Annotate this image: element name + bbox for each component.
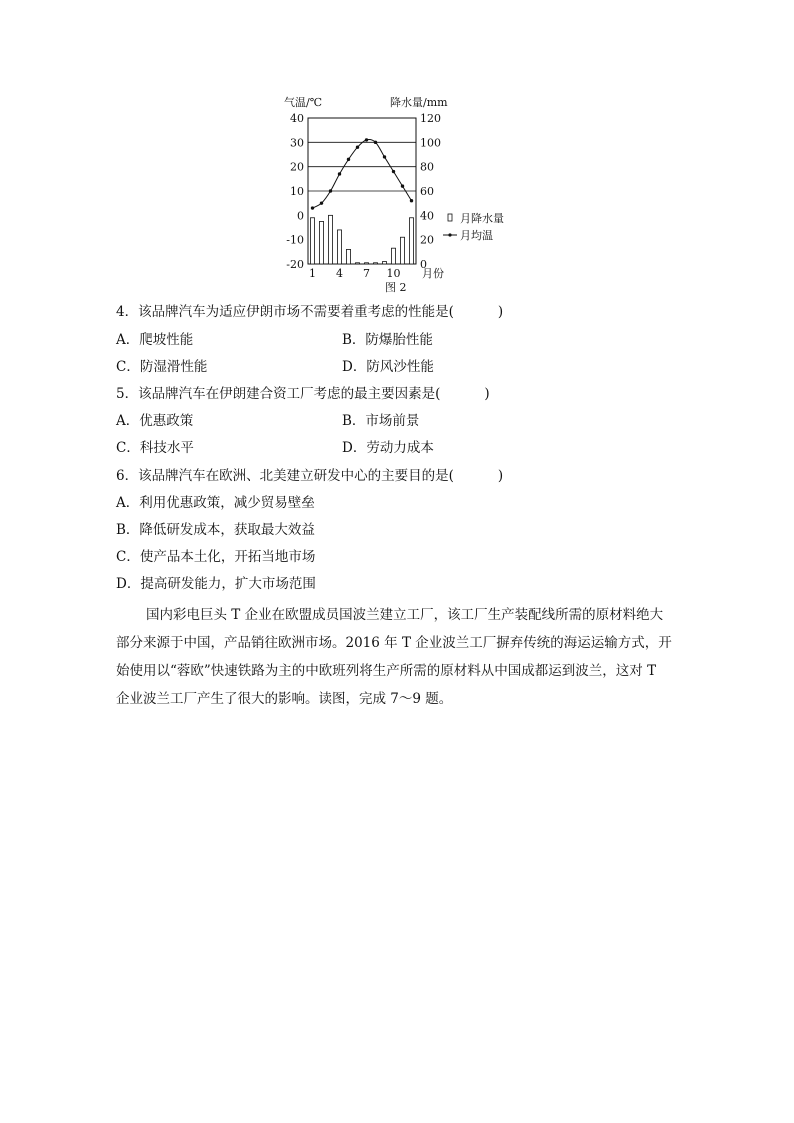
option-6a (116, 494, 315, 512)
temp-point (347, 158, 350, 161)
right-tick-label: 0 (420, 258, 427, 271)
precip-bar (391, 248, 395, 264)
option-text: 防风沙性能 (366, 359, 434, 375)
option-text: 提高研发能力，扩大市场范围 (140, 576, 316, 592)
option-text: 使产品本土化，开拓当地市场 (139, 549, 316, 565)
option-text: 科技水平 (139, 440, 194, 456)
option-text: 优惠政策 (139, 413, 194, 429)
option-text: 降低研发成本，获取最大效益 (139, 522, 315, 538)
precip-bar (328, 215, 332, 264)
question-close: ) (484, 386, 490, 402)
option-5d (342, 439, 434, 457)
question-4 (116, 303, 503, 321)
option-text: 市场前景 (365, 413, 420, 429)
option-5c (116, 439, 194, 457)
right-tick-label: 20 (420, 233, 434, 247)
option-4d (342, 358, 434, 376)
legend-temp-label: 月均温 (460, 229, 493, 242)
temp-point (320, 201, 323, 204)
temp-line (313, 140, 412, 209)
option-6b (116, 521, 315, 539)
temp-point (311, 206, 314, 209)
left-tick-label: -10 (286, 233, 304, 247)
right-tick-label: 60 (420, 185, 434, 198)
climate-chart (276, 94, 516, 294)
right-tick-label: 120 (420, 112, 441, 125)
right-tick-label: 40 (420, 209, 434, 223)
temp-point (329, 189, 332, 192)
x-unit-label: 月份 (422, 267, 444, 280)
left-tick-label: -20 (286, 258, 304, 271)
temp-point (383, 155, 386, 158)
left-tick-label: 30 (290, 136, 304, 150)
right-tick-label: 100 (420, 136, 441, 150)
temp-point (365, 138, 368, 141)
precip-bar (346, 249, 350, 264)
temp-point (410, 199, 413, 202)
figure-caption: 图 2 (385, 281, 407, 294)
temp-points (311, 138, 413, 210)
option-letter: A． (116, 413, 140, 429)
question-number: 6． (116, 468, 139, 484)
gridlines (308, 142, 416, 191)
passage-line: 国内彩电巨头 T 企业在欧盟成员国波兰建立工厂，该工厂生产装配线所需的原材料绝大 (146, 607, 664, 623)
option-letter: C． (116, 440, 140, 456)
option-text: 防爆胎性能 (365, 332, 433, 348)
option-letter: D． (342, 440, 367, 456)
option-letter: B． (116, 522, 140, 538)
question-stem: 该品牌汽车为适应伊朗市场不需要着重考虑的性能是( (138, 304, 454, 320)
precip-bar (310, 218, 314, 264)
option-letter: D． (342, 359, 367, 375)
question-number: 5． (116, 386, 139, 402)
left-tick-label: 40 (290, 112, 304, 125)
option-letter: B． (342, 332, 366, 348)
precip-bar (319, 221, 323, 264)
option-6d (116, 575, 316, 593)
question-5 (116, 385, 490, 403)
precip-bar (400, 237, 404, 264)
legend-dot-swatch (448, 233, 451, 236)
right-tick-label: 80 (420, 160, 434, 174)
option-text: 劳动力成本 (366, 440, 434, 456)
precip-bar (382, 262, 386, 264)
x-tick-label: 10 (386, 267, 401, 280)
question-close: ) (497, 468, 504, 484)
left-tick-label: 0 (297, 209, 304, 223)
x-tick-label: 7 (363, 267, 370, 280)
x-tick-label: 1 (309, 267, 316, 280)
question-stem: 该品牌汽车在欧洲、北美建立研发中心的主要目的是( (138, 468, 454, 484)
legend-bar-swatch (448, 214, 452, 221)
option-letter: A． (116, 332, 140, 348)
left-tick-label: 10 (290, 185, 304, 198)
precip-bars (310, 215, 413, 264)
precip-bar (337, 230, 341, 264)
option-4a (116, 331, 193, 349)
precip-bar (409, 218, 413, 264)
left-tick-label: 20 (290, 160, 304, 174)
precip-bar (364, 263, 368, 264)
question-6 (116, 467, 503, 485)
option-4c (116, 358, 207, 376)
option-letter: B． (342, 413, 366, 429)
passage-line: 企业波兰工厂产生了很大的影响。读图，完成 7～9 题。 (116, 691, 453, 707)
option-letter: D． (116, 576, 141, 592)
passage-line: 始使用以“蓉欧”快速铁路为主的中欧班列将生产所需的原材料从中国成都运到波兰，这对 T (116, 663, 657, 679)
temp-point (356, 146, 359, 149)
reading-passage (116, 606, 681, 718)
option-text: 利用优惠政策，减少贸易壁垒 (139, 495, 315, 511)
x-tick-label: 4 (336, 267, 343, 280)
question-number: 4． (116, 304, 139, 320)
question-close: ) (497, 304, 504, 320)
x-tick-labels (309, 267, 401, 280)
passage-line: 部分来源于中国，产品销往欧洲市场。2016 年 T 企业波兰工厂摒弃传统的海运运输方式，开 (116, 635, 672, 651)
option-6c (116, 548, 315, 566)
right-axis-label: 降水量/mm (390, 96, 448, 109)
option-4b (342, 331, 433, 349)
right-tick-labels (420, 112, 441, 271)
option-5a (116, 412, 193, 430)
option-letter: A． (116, 495, 140, 511)
left-tick-labels (286, 112, 304, 271)
precip-bar (355, 263, 359, 264)
option-letter: C． (116, 549, 140, 565)
option-letter: C． (116, 359, 140, 375)
question-stem: 该品牌汽车在伊朗建合资工厂考虑的最主要因素是( (138, 386, 441, 402)
legend-precip-label: 月降水量 (460, 212, 504, 225)
left-axis-label: 气温/℃ (284, 96, 323, 109)
temp-point (374, 141, 377, 144)
option-text: 防湿滑性能 (139, 359, 208, 375)
option-text: 爬坡性能 (139, 332, 194, 348)
option-5b (342, 412, 419, 430)
temp-point (338, 172, 341, 175)
precip-bar (373, 263, 377, 264)
temp-point (401, 184, 404, 187)
temp-point (392, 170, 395, 173)
